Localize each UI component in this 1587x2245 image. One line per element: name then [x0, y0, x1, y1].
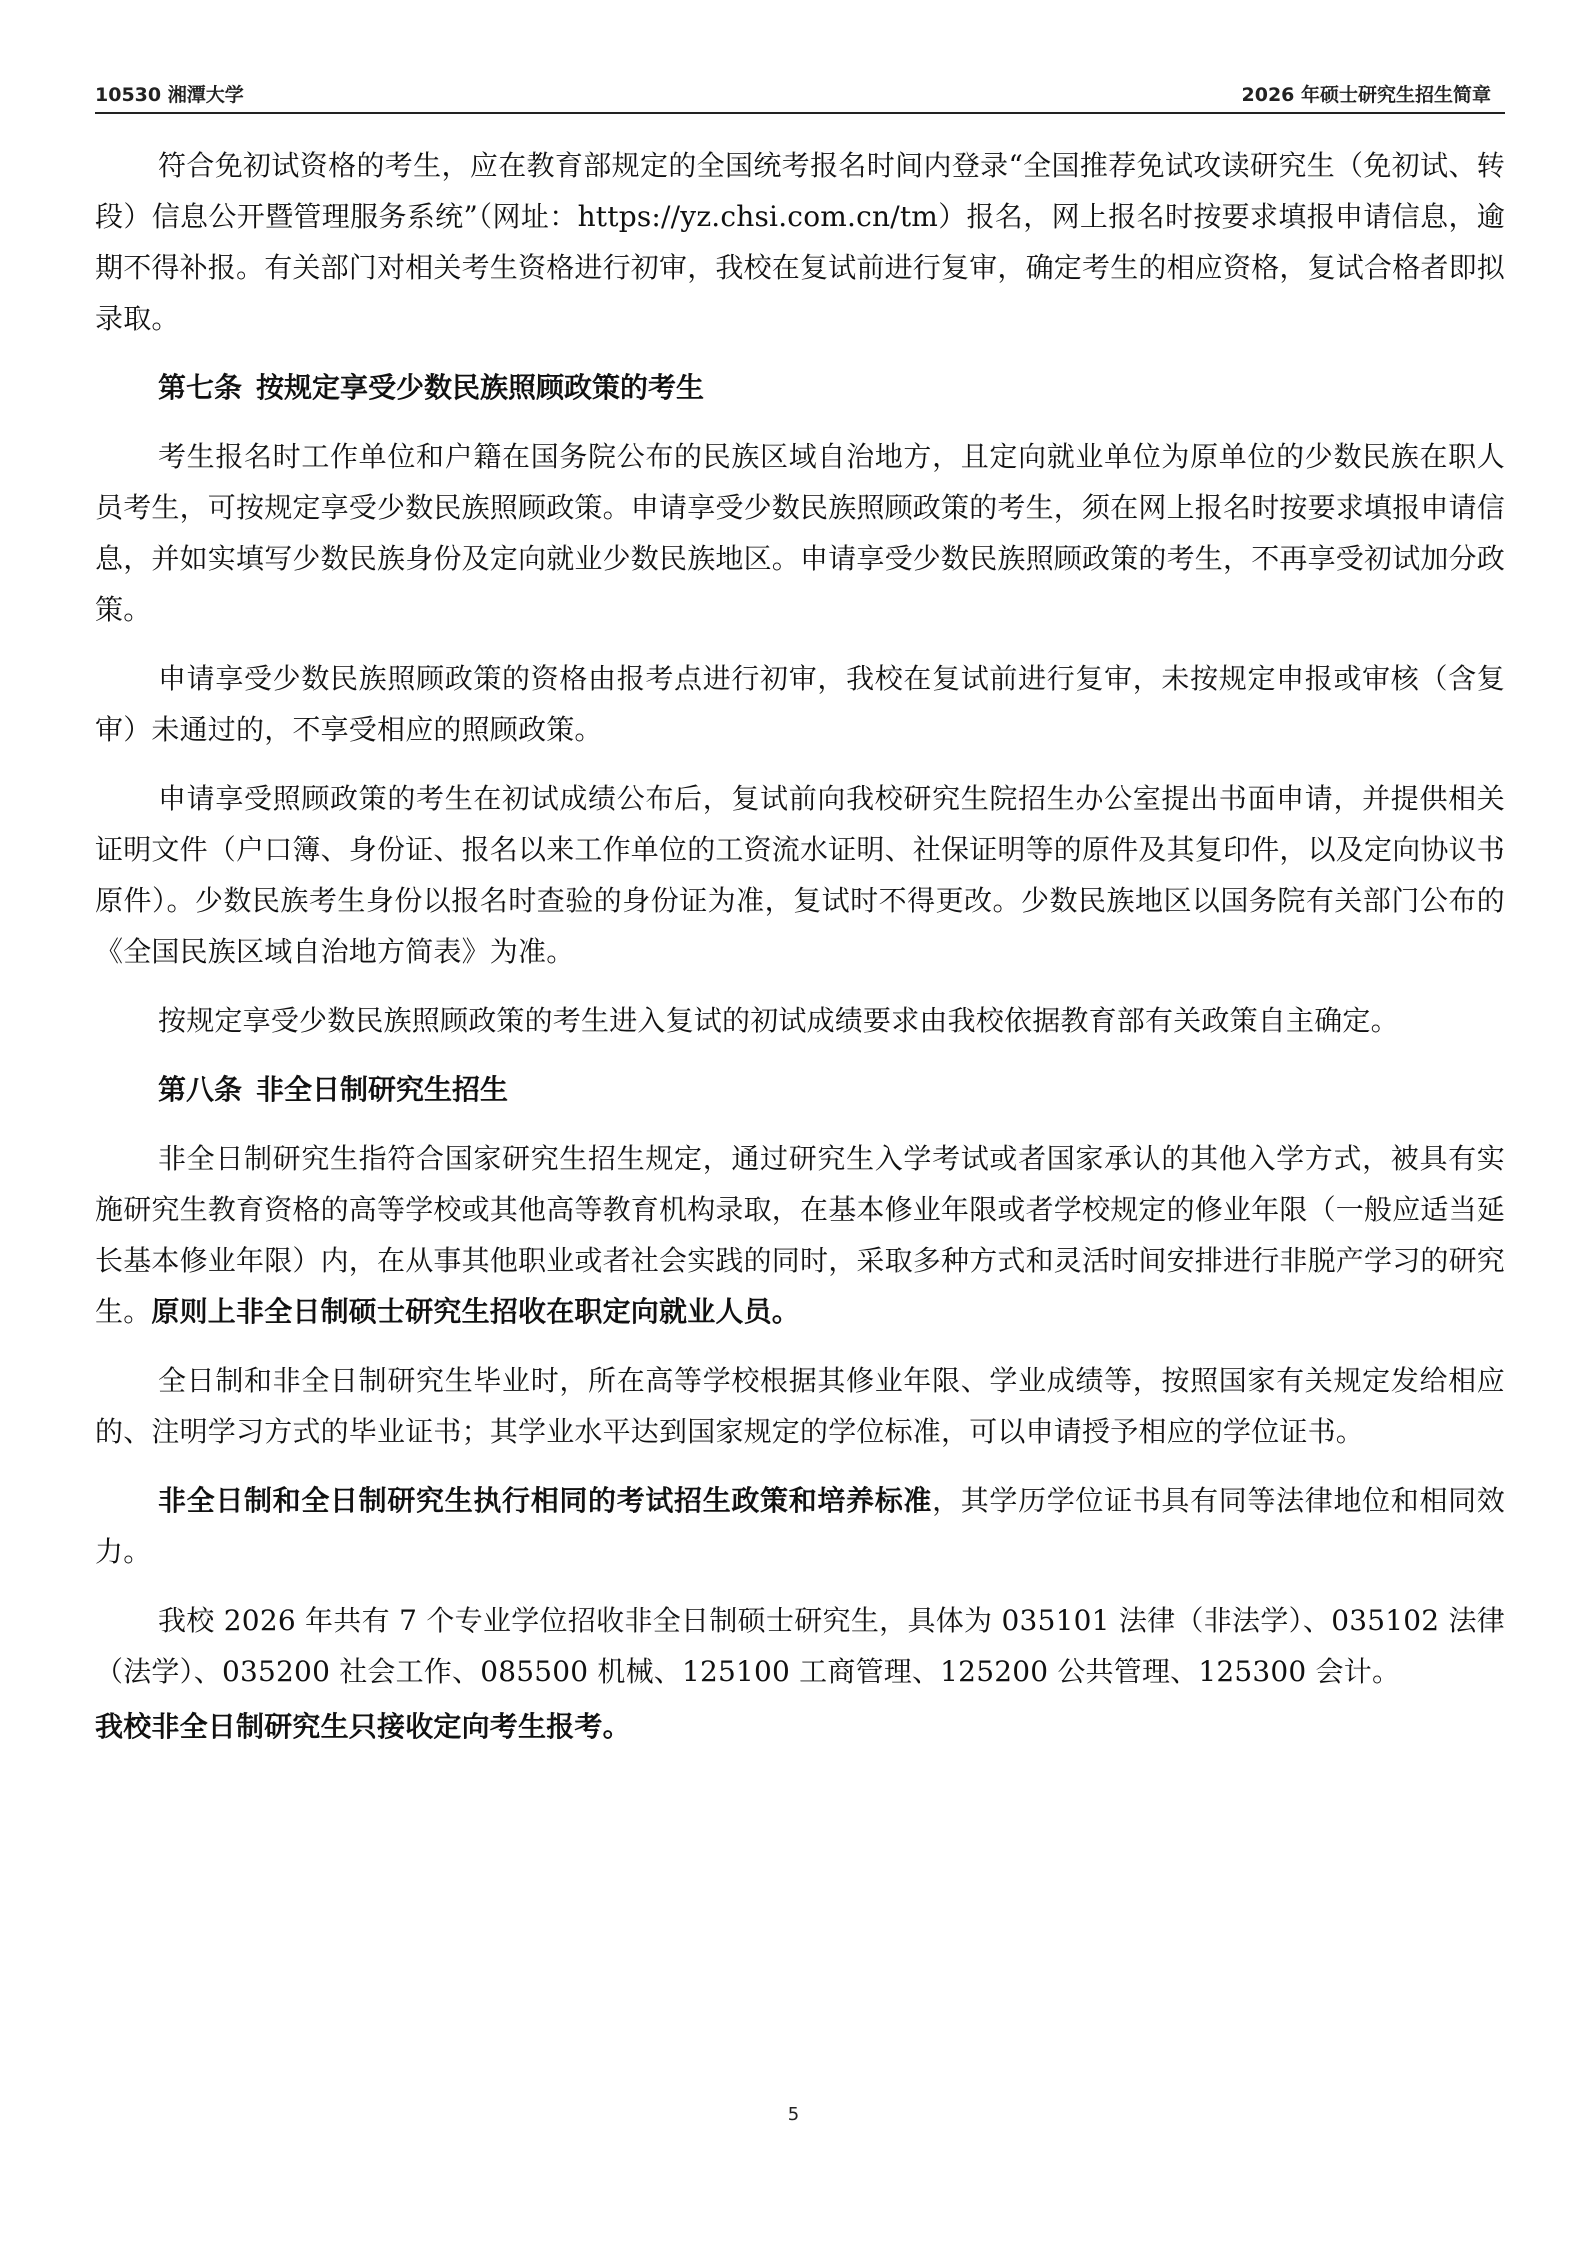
paragraph-graduation-certificates: 全日制和非全日制研究生毕业时，所在高等学校根据其修业年限、学业成绩等，按照国家有关规定发给相应的、注明学习方式的毕业证书；其学业水平达到国家规定的学位标准，可以申请授予相应的学位证书。	[95, 1364, 1505, 1448]
header-school: 10530 湘潭大学	[95, 84, 244, 106]
article-7-title: 按规定享受少数民族照顾政策的考生	[256, 371, 705, 404]
article-8-number: 第八条	[158, 1073, 243, 1106]
article-7-number: 第七条	[158, 371, 243, 404]
page-number: 5	[787, 2104, 800, 2125]
paragraph-exempt-exam: 符合免初试资格的考生，应在教育部规定的全国统考报名时间内登录“全国推荐免试攻读研究生（免初试、转段）信息公开暨管理服务系统”（网址：https://yz.chsi.com.cn/tm）报名，网上报名时按要求填报申请信息，逾期不得补报。有关部门对相关考生资格进行初审，我校在复试前进行复审，确定考生的相应资格，复试合格者即拟录取。	[95, 149, 1506, 335]
page-header	[95, 76, 1505, 114]
document-body	[95, 140, 1505, 1770]
paragraph-directed-only: 我校非全日制研究生只接收定向考生报考。	[95, 1710, 631, 1743]
part-time-principle-bold: 原则上非全日制硕士研究生招收在职定向就业人员。	[151, 1295, 801, 1328]
article-8-title: 非全日制研究生招生	[256, 1073, 509, 1106]
paragraph-minority-scores: 按规定享受少数民族照顾政策的考生进入复试的初试成绩要求由我校依据教育部有关政策自主确定。	[158, 1004, 1399, 1037]
paragraph-minority-review: 申请享受少数民族照顾政策的资格由报考点进行初审，我校在复试前进行复审，未按规定申报或审核（含复审）未通过的，不享受相应的照顾政策。	[95, 662, 1505, 746]
header-title: 2026 年硕士研究生招生简章	[1241, 84, 1491, 106]
equal-standards-text: ，其学历学位证书具有同等法律地位和相同效力。	[95, 1484, 1505, 1568]
paragraph-minority-eligibility: 考生报名时工作单位和户籍在国务院公布的民族区域自治地方，且定向就业单位为原单位的少数民族在职人员考生，可按规定享受少数民族照顾政策。申请享受少数民族照顾政策的考生，须在网上报名时按要求填报申请信息，并如实填写少数民族身份及定向就业少数民族地区。申请享受少数民族照顾政策的考生，不再享受初试加分政策。	[95, 440, 1506, 626]
paragraph-part-time-definition	[95, 1133, 1505, 1337]
article-7-heading	[95, 362, 1505, 413]
part-time-definition-text: 非全日制研究生指符合国家研究生招生规定，通过研究生入学考试或者国家承认的其他入学方式，被具有实施研究生教育资格的高等学校或其他高等教育机构录取，在基本修业年限或者学校规定的修业年限（一般应适当延长基本修业年限）内，在从事其他职业或者社会实践的同时，采取多种方式和灵活时间安排进行非脱产学习的研究生。	[95, 1142, 1506, 1328]
paragraph-minority-application: 申请享受照顾政策的考生在初试成绩公布后，复试前向我校研究生院招生办公室提出书面申请，并提供相关证明文件（户口簿、身份证、报名以来工作单位的工资流水证明、社保证明等的原件及其复印件，以及定向协议书原件）。少数民族考生身份以报名时查验的身份证为准，复试时不得更改。少数民族地区以国务院有关部门公布的《全国民族区域自治地方简表》为准。	[95, 782, 1506, 968]
paragraph-part-time-majors: 我校 2026 年共有 7 个专业学位招收非全日制硕士研究生，具体为 035101 法律（非法学）、035102 法律（法学）、035200 社会工作、085500 机械、125100 工商管理、125200 公共管理、125300 会计。	[95, 1604, 1505, 1688]
paragraph-equal-standards	[95, 1475, 1505, 1577]
article-8-heading	[95, 1064, 1505, 1115]
equal-standards-bold: 非全日制和全日制研究生执行相同的考试招生政策和培养标准	[158, 1484, 933, 1517]
